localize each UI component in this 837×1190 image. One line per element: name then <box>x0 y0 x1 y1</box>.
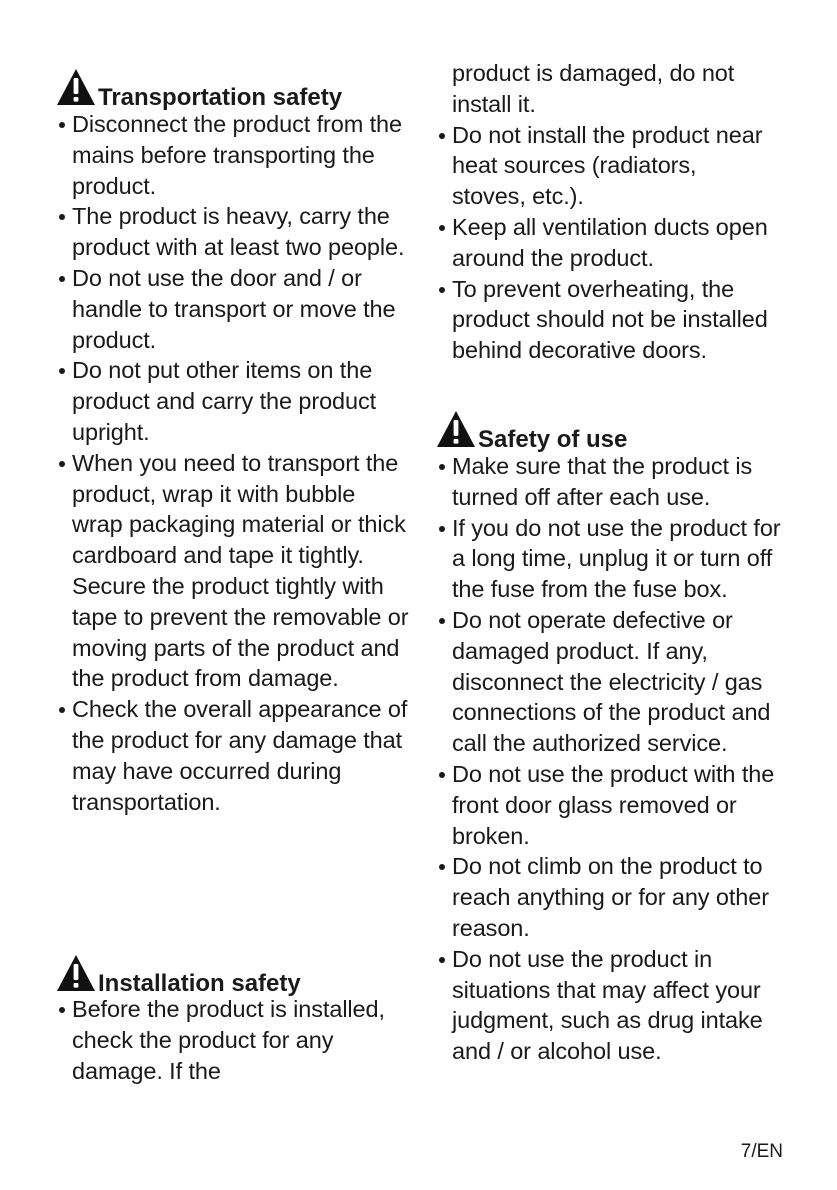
installation-safety-heading <box>56 946 301 997</box>
safety-of-use-title: Safety of use <box>478 426 628 453</box>
installation-safety-list <box>56 994 396 1086</box>
warning-triangle-icon <box>56 68 96 106</box>
safety-of-use-heading <box>436 402 628 453</box>
list-item: When you need to transport the product, wrap it with bubble wrap packaging material or thick cardboard and tape it tightly. Secure the product tightly with tape to prevent the removable or moving parts of the product and the product from damage. <box>56 448 412 694</box>
list-item: Before the product is installed, check the product for any damage. If the <box>56 994 396 1086</box>
transport-safety-list <box>56 109 412 817</box>
list-item-continued: product is damaged, do not install it. <box>452 60 735 117</box>
list-item: Check the overall appearance of the product for any damage that may have occurred during transportation. <box>56 694 412 817</box>
list-item: Disconnect the product from the mains before transporting the product. <box>56 109 412 201</box>
list-item: Do not operate defective or damaged product. If any, disconnect the electricity / gas connections of the product and call the authorized service. <box>436 605 796 759</box>
list-item: Do not install the product near heat sources (radiators, stoves, etc.). <box>436 120 776 212</box>
page-number: 7/EN <box>740 1141 783 1162</box>
installation-safety-title: Installation safety <box>98 970 301 997</box>
transport-safety-heading <box>56 60 343 111</box>
warning-triangle-icon <box>56 954 96 992</box>
list-item: Do not climb on the product to reach anything or for any other reason. <box>436 851 796 943</box>
list-item: Do not put other items on the product and carry the product upright. <box>56 355 412 447</box>
list-item: The product is heavy, carry the product with at least two people. <box>56 201 412 263</box>
list-item: Do not use the product in situations that may affect your judgment, such as drug intake and / or alcohol use. <box>436 944 796 1067</box>
list-item: To prevent overheating, the product should not be installed behind decorative doors. <box>436 274 776 366</box>
list-item: Keep all ventilation ducts open around the product. <box>436 212 776 274</box>
list-item: If you do not use the product for a long time, unplug it or turn off the fuse from the fuse box. <box>436 513 796 605</box>
installation-safety-list-continued <box>436 58 776 366</box>
safety-of-use-list <box>436 451 796 1067</box>
list-item: Do not use the product with the front door glass removed or broken. <box>436 759 796 851</box>
list-item: Make sure that the product is turned off after each use. <box>436 451 796 513</box>
list-item: Do not use the door and / or handle to transport or move the product. <box>56 263 412 355</box>
warning-triangle-icon <box>436 410 476 448</box>
transport-safety-title: Transportation safety <box>98 84 343 111</box>
